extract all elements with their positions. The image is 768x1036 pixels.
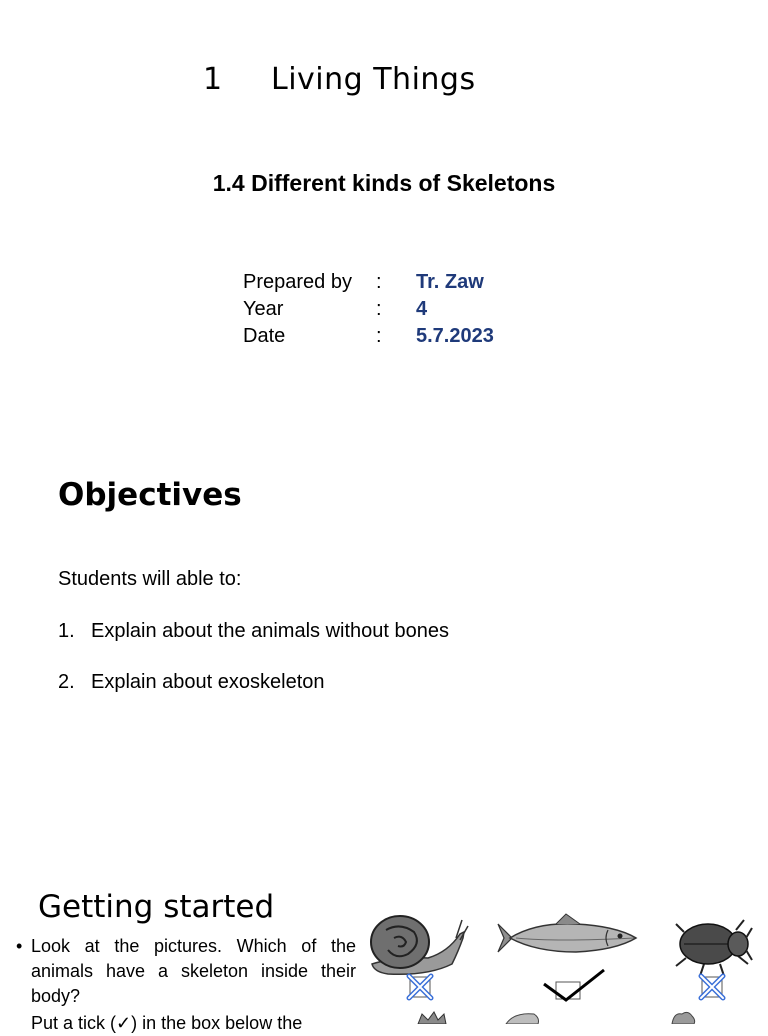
info-colon: : xyxy=(376,325,382,347)
getting-started-text xyxy=(16,934,356,1036)
unit-name: Living Things xyxy=(271,62,476,97)
unit-title xyxy=(203,62,476,97)
info-colon: : xyxy=(376,271,382,293)
getting-started-paragraph-2: Put a tick (✓) in the box below the xyxy=(31,1013,303,1033)
unit-number: 1 xyxy=(203,62,223,97)
info-block xyxy=(243,271,494,352)
objective-number: 1. xyxy=(58,620,75,642)
info-value: 4 xyxy=(416,298,428,320)
objective-number: 2. xyxy=(58,671,75,693)
snail-illustration xyxy=(368,912,470,980)
info-label: Date xyxy=(243,325,286,347)
beetle-illustration xyxy=(674,914,754,978)
tick-box xyxy=(404,971,436,1003)
info-colon: : xyxy=(376,298,382,320)
info-label: Prepared by xyxy=(243,271,352,293)
animal-illustration-partial xyxy=(668,1010,698,1024)
objective-text: Explain about exoskeleton xyxy=(91,671,325,693)
objectives-intro: Students will able to: xyxy=(58,568,242,590)
objective-item xyxy=(58,620,449,643)
fish-illustration xyxy=(496,912,640,962)
objective-text: Explain about the animals without bones xyxy=(91,620,450,642)
objectives-heading: Objectives xyxy=(58,477,242,513)
getting-started-paragraph: Look at the pictures. Which of the animals have a skeleton inside their body? xyxy=(31,936,356,1006)
getting-started-heading: Getting started xyxy=(38,889,275,925)
info-row-year xyxy=(243,298,494,325)
tick-box xyxy=(542,966,606,1004)
lesson-title: 1.4 Different kinds of Skeletons xyxy=(212,170,556,196)
tick-box xyxy=(696,971,728,1003)
info-label: Year xyxy=(243,298,284,320)
objective-item xyxy=(58,671,325,694)
animal-illustration-partial xyxy=(414,1010,448,1024)
info-row-prepared-by xyxy=(243,271,494,298)
bullet: • xyxy=(16,936,23,956)
info-value: 5.7.2023 xyxy=(416,325,494,347)
info-value: Tr. Zaw xyxy=(416,271,484,293)
animal-illustration-partial xyxy=(504,1010,540,1024)
info-row-date xyxy=(243,325,494,352)
